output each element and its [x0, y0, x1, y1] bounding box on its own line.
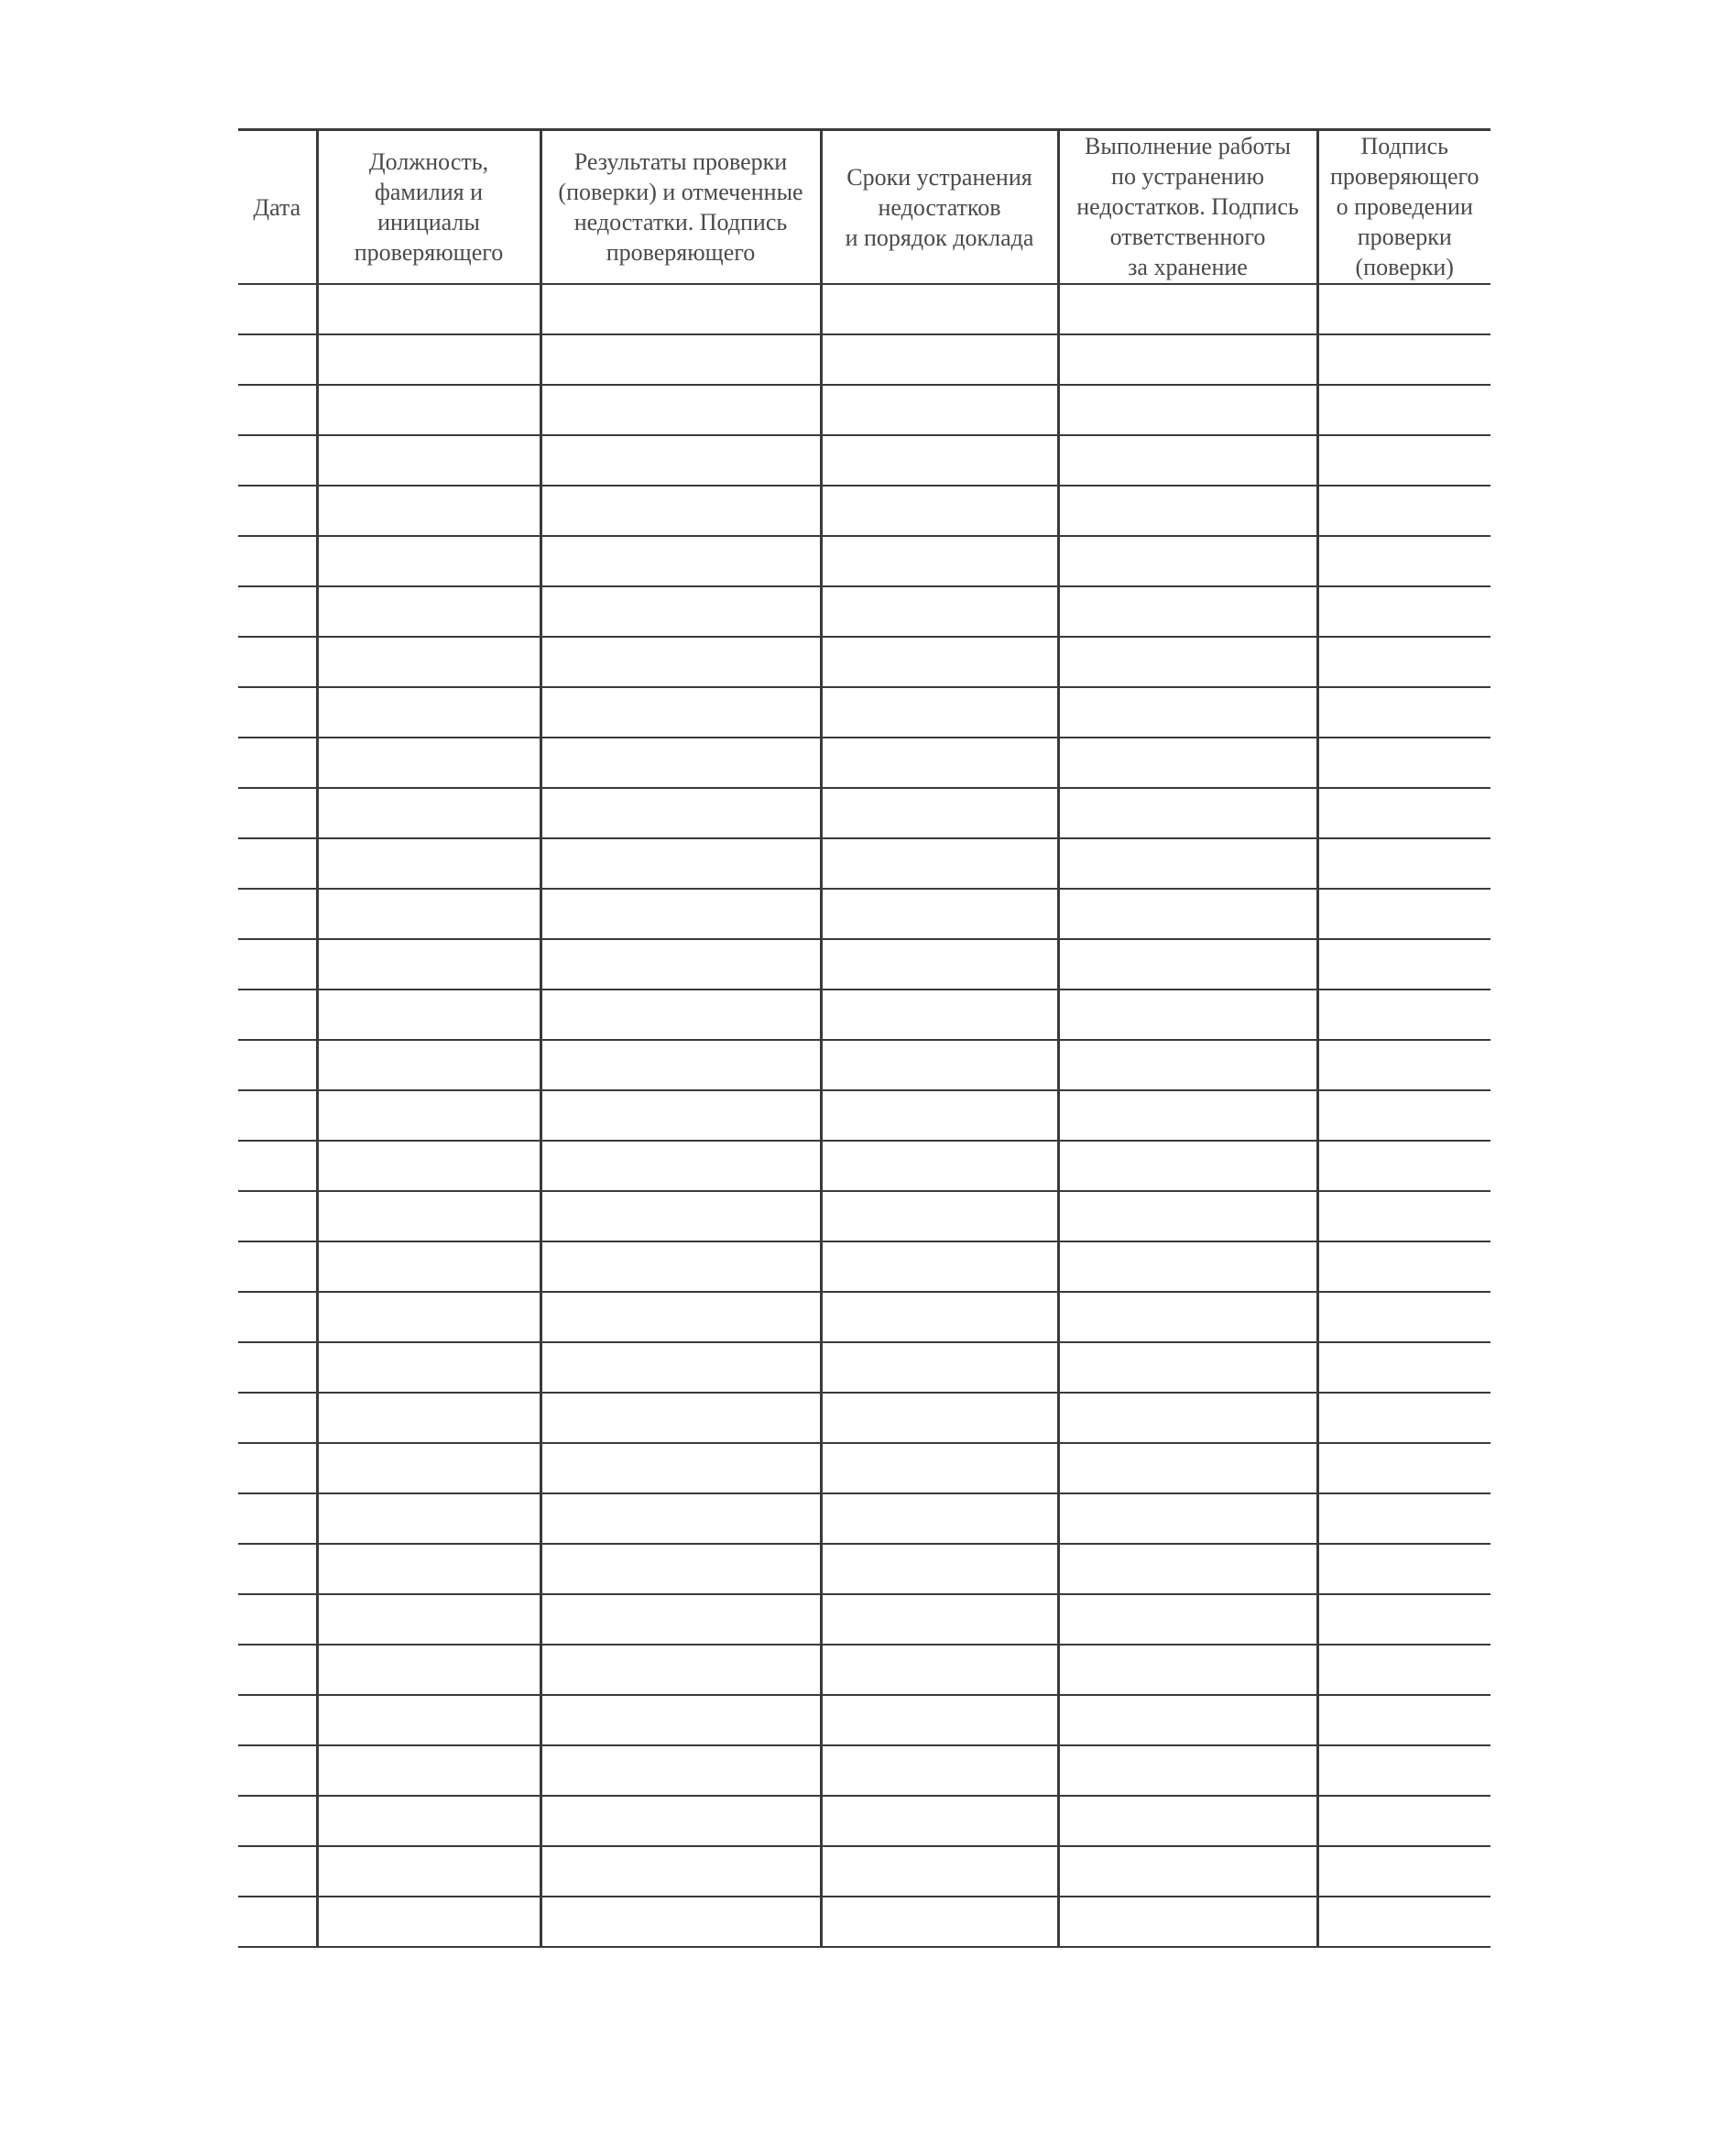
- cell-signature: [1317, 838, 1490, 889]
- table-row: [238, 1040, 1490, 1090]
- cell-inspector: [317, 838, 540, 889]
- cell-execution: [1058, 1645, 1317, 1695]
- cell-execution: [1058, 1292, 1317, 1342]
- cell-date: [238, 1594, 317, 1645]
- cell-results: [540, 637, 821, 687]
- cell-signature: [1317, 1745, 1490, 1796]
- table-row: [238, 1897, 1490, 1947]
- cell-inspector: [317, 385, 540, 435]
- table-body: [238, 284, 1490, 1947]
- cell-date: [238, 1191, 317, 1241]
- cell-inspector: [317, 989, 540, 1040]
- cell-results: [540, 1745, 821, 1796]
- cell-date: [238, 687, 317, 738]
- cell-date: [238, 1645, 317, 1695]
- header-deadlines: Сроки устранения недостатков и порядок доклада: [821, 130, 1058, 285]
- cell-execution: [1058, 1846, 1317, 1897]
- cell-results: [540, 788, 821, 838]
- table-row: [238, 989, 1490, 1040]
- table-row: [238, 1493, 1490, 1544]
- cell-deadlines: [821, 1191, 1058, 1241]
- cell-date: [238, 889, 317, 939]
- cell-execution: [1058, 637, 1317, 687]
- cell-deadlines: [821, 1695, 1058, 1745]
- cell-deadlines: [821, 385, 1058, 435]
- cell-execution: [1058, 738, 1317, 788]
- cell-date: [238, 838, 317, 889]
- cell-execution: [1058, 939, 1317, 989]
- table-row: [238, 939, 1490, 989]
- table-row: [238, 1745, 1490, 1796]
- cell-signature: [1317, 1796, 1490, 1846]
- cell-inspector: [317, 637, 540, 687]
- cell-signature: [1317, 1443, 1490, 1493]
- table-row: [238, 1645, 1490, 1695]
- cell-deadlines: [821, 334, 1058, 385]
- table-row: [238, 838, 1490, 889]
- cell-execution: [1058, 889, 1317, 939]
- cell-results: [540, 486, 821, 536]
- cell-date: [238, 989, 317, 1040]
- cell-signature: [1317, 1040, 1490, 1090]
- cell-inspector: [317, 1443, 540, 1493]
- cell-deadlines: [821, 1393, 1058, 1443]
- table-row: [238, 1846, 1490, 1897]
- cell-results: [540, 435, 821, 486]
- cell-results: [540, 1040, 821, 1090]
- cell-inspector: [317, 1241, 540, 1292]
- cell-deadlines: [821, 1594, 1058, 1645]
- cell-signature: [1317, 1342, 1490, 1393]
- cell-inspector: [317, 1594, 540, 1645]
- table-row: [238, 334, 1490, 385]
- cell-results: [540, 687, 821, 738]
- cell-results: [540, 1493, 821, 1544]
- cell-date: [238, 788, 317, 838]
- cell-date: [238, 1393, 317, 1443]
- cell-signature: [1317, 284, 1490, 334]
- cell-date: [238, 1241, 317, 1292]
- cell-date: [238, 435, 317, 486]
- cell-signature: [1317, 1544, 1490, 1594]
- cell-inspector: [317, 1645, 540, 1695]
- cell-signature: [1317, 435, 1490, 486]
- cell-results: [540, 1443, 821, 1493]
- cell-execution: [1058, 586, 1317, 637]
- table-row: [238, 738, 1490, 788]
- cell-inspector: [317, 536, 540, 586]
- cell-deadlines: [821, 1141, 1058, 1191]
- cell-deadlines: [821, 1040, 1058, 1090]
- table-row: [238, 385, 1490, 435]
- cell-date: [238, 1443, 317, 1493]
- cell-date: [238, 1695, 317, 1745]
- cell-results: [540, 1645, 821, 1695]
- cell-results: [540, 334, 821, 385]
- table-row: [238, 889, 1490, 939]
- cell-deadlines: [821, 486, 1058, 536]
- cell-deadlines: [821, 536, 1058, 586]
- cell-signature: [1317, 1393, 1490, 1443]
- cell-deadlines: [821, 1645, 1058, 1695]
- cell-inspector: [317, 586, 540, 637]
- cell-results: [540, 1695, 821, 1745]
- cell-signature: [1317, 989, 1490, 1040]
- cell-inspector: [317, 284, 540, 334]
- cell-date: [238, 1292, 317, 1342]
- cell-signature: [1317, 1897, 1490, 1947]
- cell-signature: [1317, 687, 1490, 738]
- cell-signature: [1317, 1594, 1490, 1645]
- table-row: [238, 1090, 1490, 1141]
- cell-results: [540, 1241, 821, 1292]
- cell-date: [238, 1796, 317, 1846]
- cell-inspector: [317, 1846, 540, 1897]
- cell-results: [540, 1897, 821, 1947]
- header-results: Результаты проверки (поверки) и отмеченные недостатки. Подпись проверяющего: [540, 130, 821, 285]
- table-row: [238, 586, 1490, 637]
- cell-execution: [1058, 1594, 1317, 1645]
- cell-date: [238, 1040, 317, 1090]
- cell-inspector: [317, 1292, 540, 1342]
- cell-execution: [1058, 838, 1317, 889]
- cell-signature: [1317, 1292, 1490, 1342]
- cell-execution: [1058, 1544, 1317, 1594]
- cell-deadlines: [821, 284, 1058, 334]
- table-row: [238, 536, 1490, 586]
- cell-signature: [1317, 1191, 1490, 1241]
- cell-signature: [1317, 334, 1490, 385]
- cell-deadlines: [821, 586, 1058, 637]
- cell-signature: [1317, 1141, 1490, 1191]
- header-execution: Выполнение работы по устранению недостатков. Подпись ответственного за хранение: [1058, 130, 1317, 285]
- header-inspector: Должность, фамилия и инициалы проверяющего: [317, 130, 540, 285]
- cell-deadlines: [821, 1493, 1058, 1544]
- cell-deadlines: [821, 1897, 1058, 1947]
- cell-deadlines: [821, 1544, 1058, 1594]
- table-row: [238, 1695, 1490, 1745]
- cell-inspector: [317, 1393, 540, 1443]
- cell-deadlines: [821, 1796, 1058, 1846]
- cell-inspector: [317, 687, 540, 738]
- header-row: [238, 130, 1490, 285]
- cell-inspector: [317, 486, 540, 536]
- cell-signature: [1317, 1241, 1490, 1292]
- cell-execution: [1058, 334, 1317, 385]
- cell-deadlines: [821, 1443, 1058, 1493]
- cell-date: [238, 385, 317, 435]
- cell-signature: [1317, 788, 1490, 838]
- cell-execution: [1058, 385, 1317, 435]
- cell-signature: [1317, 1493, 1490, 1544]
- cell-deadlines: [821, 1090, 1058, 1141]
- cell-deadlines: [821, 939, 1058, 989]
- cell-date: [238, 486, 317, 536]
- cell-results: [540, 889, 821, 939]
- cell-signature: [1317, 385, 1490, 435]
- cell-results: [540, 1846, 821, 1897]
- cell-date: [238, 1846, 317, 1897]
- cell-execution: [1058, 435, 1317, 486]
- cell-results: [540, 1544, 821, 1594]
- cell-execution: [1058, 1695, 1317, 1745]
- cell-inspector: [317, 1493, 540, 1544]
- cell-results: [540, 1191, 821, 1241]
- inspection-log-table: [238, 128, 1490, 1948]
- cell-results: [540, 738, 821, 788]
- cell-results: [540, 1292, 821, 1342]
- cell-signature: [1317, 1846, 1490, 1897]
- cell-date: [238, 586, 317, 637]
- table-row: [238, 1544, 1490, 1594]
- cell-execution: [1058, 1141, 1317, 1191]
- cell-inspector: [317, 435, 540, 486]
- cell-inspector: [317, 1191, 540, 1241]
- cell-inspector: [317, 738, 540, 788]
- cell-date: [238, 1897, 317, 1947]
- table-row: [238, 637, 1490, 687]
- cell-inspector: [317, 1544, 540, 1594]
- cell-inspector: [317, 1040, 540, 1090]
- cell-inspector: [317, 1745, 540, 1796]
- cell-inspector: [317, 1796, 540, 1846]
- cell-signature: [1317, 637, 1490, 687]
- cell-results: [540, 1393, 821, 1443]
- cell-date: [238, 284, 317, 334]
- cell-deadlines: [821, 788, 1058, 838]
- cell-date: [238, 1342, 317, 1393]
- cell-execution: [1058, 1241, 1317, 1292]
- table-row: [238, 486, 1490, 536]
- table-row: [238, 1594, 1490, 1645]
- cell-execution: [1058, 284, 1317, 334]
- cell-results: [540, 586, 821, 637]
- cell-signature: [1317, 889, 1490, 939]
- cell-execution: [1058, 1493, 1317, 1544]
- table-row: [238, 1292, 1490, 1342]
- cell-signature: [1317, 939, 1490, 989]
- cell-execution: [1058, 1342, 1317, 1393]
- cell-execution: [1058, 1443, 1317, 1493]
- cell-execution: [1058, 1745, 1317, 1796]
- table-row: [238, 687, 1490, 738]
- cell-inspector: [317, 1141, 540, 1191]
- cell-inspector: [317, 1897, 540, 1947]
- cell-results: [540, 838, 821, 889]
- cell-deadlines: [821, 838, 1058, 889]
- cell-deadlines: [821, 687, 1058, 738]
- table-row: [238, 284, 1490, 334]
- cell-results: [540, 939, 821, 989]
- cell-execution: [1058, 1796, 1317, 1846]
- cell-results: [540, 1342, 821, 1393]
- header-date: Дата: [238, 130, 317, 285]
- cell-execution: [1058, 687, 1317, 738]
- cell-execution: [1058, 486, 1317, 536]
- table-row: [238, 1191, 1490, 1241]
- header-signature: Подпись проверяющего о проведении проверки (поверки): [1317, 130, 1490, 285]
- cell-deadlines: [821, 435, 1058, 486]
- cell-execution: [1058, 1090, 1317, 1141]
- cell-results: [540, 1796, 821, 1846]
- cell-inspector: [317, 939, 540, 989]
- cell-deadlines: [821, 1846, 1058, 1897]
- cell-results: [540, 385, 821, 435]
- cell-deadlines: [821, 1292, 1058, 1342]
- cell-execution: [1058, 989, 1317, 1040]
- cell-execution: [1058, 788, 1317, 838]
- cell-inspector: [317, 1342, 540, 1393]
- cell-signature: [1317, 738, 1490, 788]
- cell-deadlines: [821, 1241, 1058, 1292]
- cell-deadlines: [821, 1745, 1058, 1796]
- cell-signature: [1317, 1695, 1490, 1745]
- table-row: [238, 1796, 1490, 1846]
- cell-date: [238, 536, 317, 586]
- cell-execution: [1058, 536, 1317, 586]
- table-row: [238, 1393, 1490, 1443]
- cell-inspector: [317, 788, 540, 838]
- table-row: [238, 435, 1490, 486]
- table-row: [238, 1443, 1490, 1493]
- cell-deadlines: [821, 637, 1058, 687]
- cell-execution: [1058, 1040, 1317, 1090]
- cell-execution: [1058, 1897, 1317, 1947]
- table-row: [238, 1141, 1490, 1191]
- cell-signature: [1317, 486, 1490, 536]
- cell-results: [540, 1594, 821, 1645]
- cell-results: [540, 1090, 821, 1141]
- cell-results: [540, 284, 821, 334]
- cell-date: [238, 1141, 317, 1191]
- cell-inspector: [317, 889, 540, 939]
- table-header: [238, 130, 1490, 285]
- cell-signature: [1317, 536, 1490, 586]
- cell-date: [238, 738, 317, 788]
- cell-execution: [1058, 1393, 1317, 1443]
- table-row: [238, 1241, 1490, 1292]
- cell-inspector: [317, 1695, 540, 1745]
- table-row: [238, 788, 1490, 838]
- cell-inspector: [317, 1090, 540, 1141]
- cell-results: [540, 989, 821, 1040]
- cell-inspector: [317, 334, 540, 385]
- cell-deadlines: [821, 738, 1058, 788]
- cell-date: [238, 637, 317, 687]
- cell-results: [540, 1141, 821, 1191]
- cell-deadlines: [821, 989, 1058, 1040]
- cell-date: [238, 1090, 317, 1141]
- cell-deadlines: [821, 1342, 1058, 1393]
- cell-deadlines: [821, 889, 1058, 939]
- cell-date: [238, 939, 317, 989]
- cell-date: [238, 1493, 317, 1544]
- cell-date: [238, 1745, 317, 1796]
- cell-execution: [1058, 1191, 1317, 1241]
- table-row: [238, 1342, 1490, 1393]
- cell-date: [238, 334, 317, 385]
- cell-signature: [1317, 1090, 1490, 1141]
- cell-signature: [1317, 1645, 1490, 1695]
- cell-signature: [1317, 586, 1490, 637]
- cell-date: [238, 1544, 317, 1594]
- cell-results: [540, 536, 821, 586]
